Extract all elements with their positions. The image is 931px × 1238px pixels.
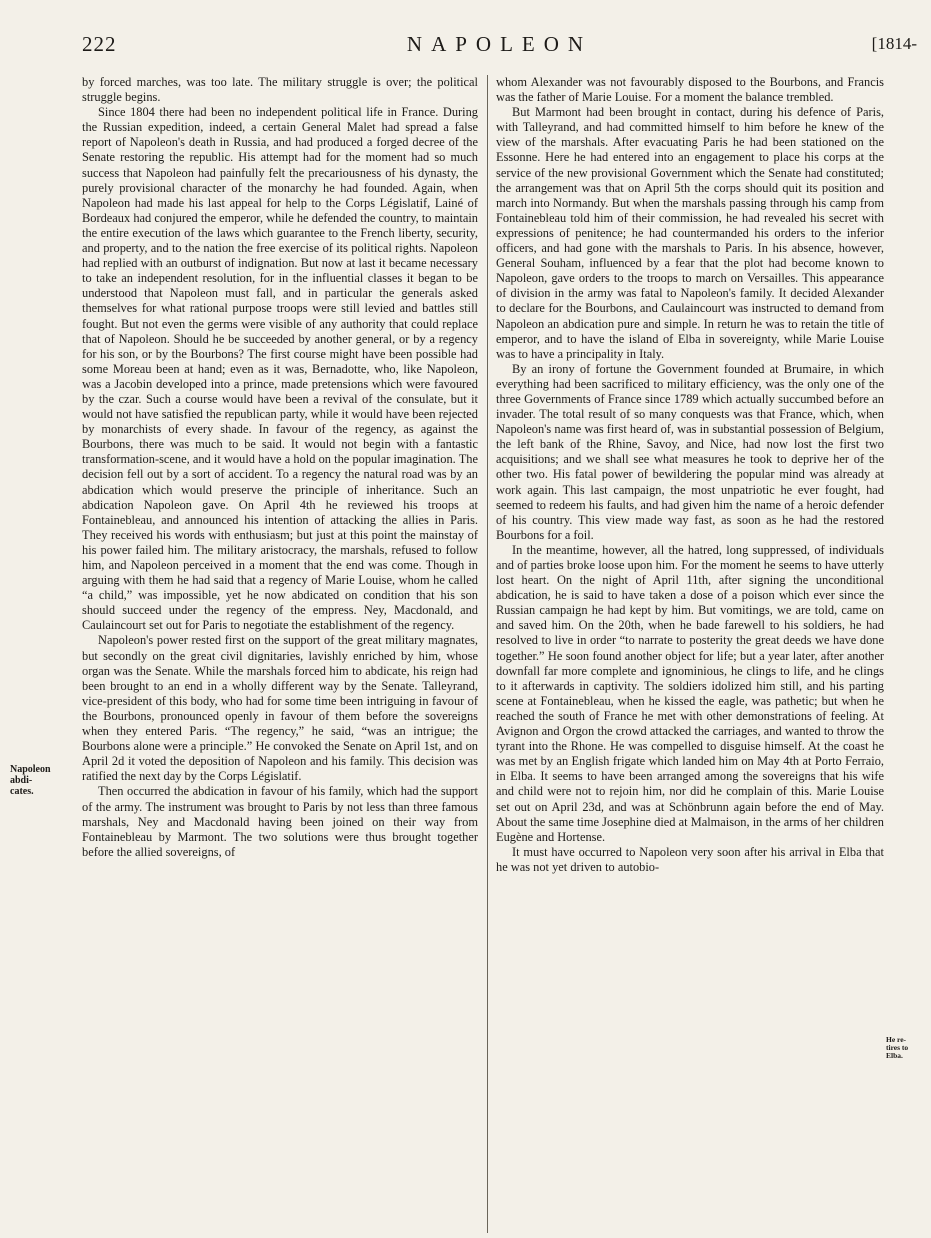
margin-note-line: tires to bbox=[886, 1043, 909, 1052]
margin-note-line: cates. bbox=[10, 786, 34, 797]
running-title: NAPOLEON bbox=[406, 32, 593, 56]
paragraph: It must have occurred to Napoleon very soon after his arrival in Elba that he was not yet driven to autobio- bbox=[496, 844, 884, 874]
left-column bbox=[82, 75, 478, 1235]
paragraph: But Marmont had been brought in contact, during his defence of Paris, with Talleyrand, and had committed himself to him before he knew of the view of the marshals. After evacuating Paris he had been stationed on the Essonne. Here he had entered into an engagement to place his corps at the service of the new provisional Government which the Senate had constituted; the arrangement was that on April 5th the corps should quit its position and march into Normandy. But when the marshals passing through his camp from Fontainebleau told him of their commission, he had revealed his secret with expressions of penitence; he had countermanded his orders to the inferior officers, and had gone with the marshals to Paris. In his absence, however, General Souham, influenced by a fear that the plot had become known to Napoleon, gave orders to the troops to march on Versailles. This appearance of division in the army was fatal to Napoleon's family. It decided Alexander to declare for the Bourbons, and Caulaincourt was instructed to demand from Napoleon an abdication pure and simple. In return he was to retain the title of emperor, and to have the island of Elba in sovereignty, while Marie Louise was to have a principality in Italy. bbox=[496, 105, 884, 361]
margin-note-line: Elba. bbox=[886, 1051, 903, 1060]
date-mark: [1814- bbox=[871, 34, 917, 53]
margin-note-abdication bbox=[10, 764, 78, 797]
paragraph: by forced marches, was too late. The military struggle is over; the political struggle begins. bbox=[82, 75, 478, 105]
paragraph: Napoleon's power rested first on the support of the great military magnates, but secondly on the great civil dignitaries, lavishly enriched by him, whose organ was the Senate. While the marshals forced him to abdicate, his reign had been brought to an end in a wholly different way by the Senate. Talleyrand, vice-president of this body, who had for some time been intriguing in favour of the Bourbons, pronounced openly in favour of them before the sovereigns when they entered Paris. “The regency,” he said, “was an intrigue; the Bourbons alone were a principle.” He convoked the Senate on April 1st, and on April 2d it voted the deposition of Napoleon and his family. This decision was ratified the next day by the Corps Législatif. bbox=[82, 633, 478, 784]
page-header bbox=[82, 32, 917, 62]
paragraph: whom Alexander was not favourably disposed to the Bourbons, and Francis was the father of Marie Louise. For a moment the balance trembled. bbox=[496, 75, 884, 105]
column-divider bbox=[487, 75, 488, 1233]
paragraph: By an irony of fortune the Government founded at Brumaire, in which everything had been sacrificed to military efficiency, was the only one of the three Governments of France since 1789 which actually succumbed before an invader. The total result of so many conquests was that France, which, when Napoleon's name was first heard of, was in substantial possession of Belgium, the left bank of the Rhine, Savoy, and Nice, had now lost the first two acquisitions; and we shall see what measures he took to deprive her of the other two. His fatal power of bewildering the popular mind was already at work again. This last campaign, the most unpatriotic he ever fought, had seemed to redeem his faults, and had given him the name of a heroic defender of his country. This view made way fast, as soon as he had the restored Bourbons for a foil. bbox=[496, 361, 884, 542]
margin-note-line: abdi- bbox=[10, 775, 33, 786]
margin-note-line: Napoleon bbox=[10, 764, 51, 775]
right-column bbox=[496, 75, 884, 1235]
margin-note-elba bbox=[886, 1036, 928, 1060]
paragraph: Then occurred the abdication in favour of his family, which had the support of the army. The instrument was brought to Paris by not less than three famous marshals, Ney and Macdonald having been joined on their way from Fontainebleau by Marmont. The two solutions were thus brought together before the allied sovereigns, of bbox=[82, 784, 478, 859]
page-number: 222 bbox=[82, 32, 117, 56]
margin-note-line: He re- bbox=[886, 1035, 907, 1044]
paragraph: In the meantime, however, all the hatred, long suppressed, of individuals and of parties broke loose upon him. For the moment he seems to have utterly lost heart. On the night of April 11th, after signing the unconditional abdication, he is said to have taken a dose of a poison which ever since the Russian campaign he had kept by him. But vomitings, we are told, came on and saved him. On the 20th, when he bade farewell to his soldiers, he had resolved to live in order “to narrate to posterity the great deeds we have done together.” He soon found another object for life; but a year later, after another downfall far more complete and ignominious, he clings to life, and he clings to it afterwards in captivity. The soldiers idolized him still, and his parting scene at Fontainebleau, when he kissed the eagle, was pathetic; but when he reached the south of France he met with other demonstrations of feeling. At Avignon and Orgon the crowd attacked the carriages, and wanted to throw the tyrant into the Rhone. He was compelled to disguise himself. At the coast he was met by an English frigate which landed him on May 4th at Porto Ferraio, in Elba. It seems to have been arranged among the sovereigns that his wife and child were not to rejoin him, nor did he complain of this. Marie Louise set out on April 23d, and was at Schönbrunn again before the end of May. About the same time Josephine died at Malmaison, in the arms of her children Eugène and Hortense. bbox=[496, 542, 884, 844]
paragraph: Since 1804 there had been no independent political life in France. During the Russian expedition, indeed, a certain General Malet had spread a false report of Napoleon's death in Russia, and had produced a forged decree of the Senate restoring the republic. His attempt had for the moment had so much success that Napoleon had painfully felt the precariousness of his dynasty, the purely provisional character of the monarchy he had founded. Again, when Napoleon had made his last appeal for help to the Corps Législatif, Lainé of Bordeaux had conjured the emperor, while he defended the country, to maintain the entire execution of the laws which guarantee to the French liberty, security, and property, and to the nation the free exercise of its political rights. Napoleon had replied with an outburst of indignation. But now at last it became necessary to take an independent resolution, for in the influential classes it began to be understood that Napoleon must fall, and in particular the generals asked themselves for what rational purpose troops were still levied and battles still fought. But not even the germs were visible of any authority that could replace that of Napoleon. Should he be succeeded by another general, or by a regency for his son, or by the Bourbons? The first course might have been possible had some Moreau been at hand; even as it was, Bernadotte, who, like Napoleon, was a Jacobin developed into a prince, made pretensions which were favoured by the czar. Such a course would have been a revival of the consulate, but it would not have satisfied the republican party, while it would have been rejected by monarchists of every shade. In favour of the regency, as against the Bourbons, there was much to be said. It would not begin with a fantastic transformation-scene, and it would have a hold on the popular imagination. The decision fell out by a sort of accident. To a regency the natural road was by an abdication which would preserve the principle of inheritance. Such an abdication Napoleon gave. On April 4th he reviewed his troops at Fontainebleau, and announced his intention of attacking the allies in Paris. They received his words with enthusiasm; but just at this point the mainstay of his power failed him. The military aristocracy, the marshals, refused to follow him, and Napoleon perceived in a moment that the end was come. Though in arguing with them he had said that a regency of Marie Louise, whom he called “a child,” was impossible, yet he now abdicated on condition that his son should succeed under the regency of the empress. Ney, Macdonald, and Caulaincourt set out for Paris to negotiate the establishment of the regency. bbox=[82, 105, 478, 633]
